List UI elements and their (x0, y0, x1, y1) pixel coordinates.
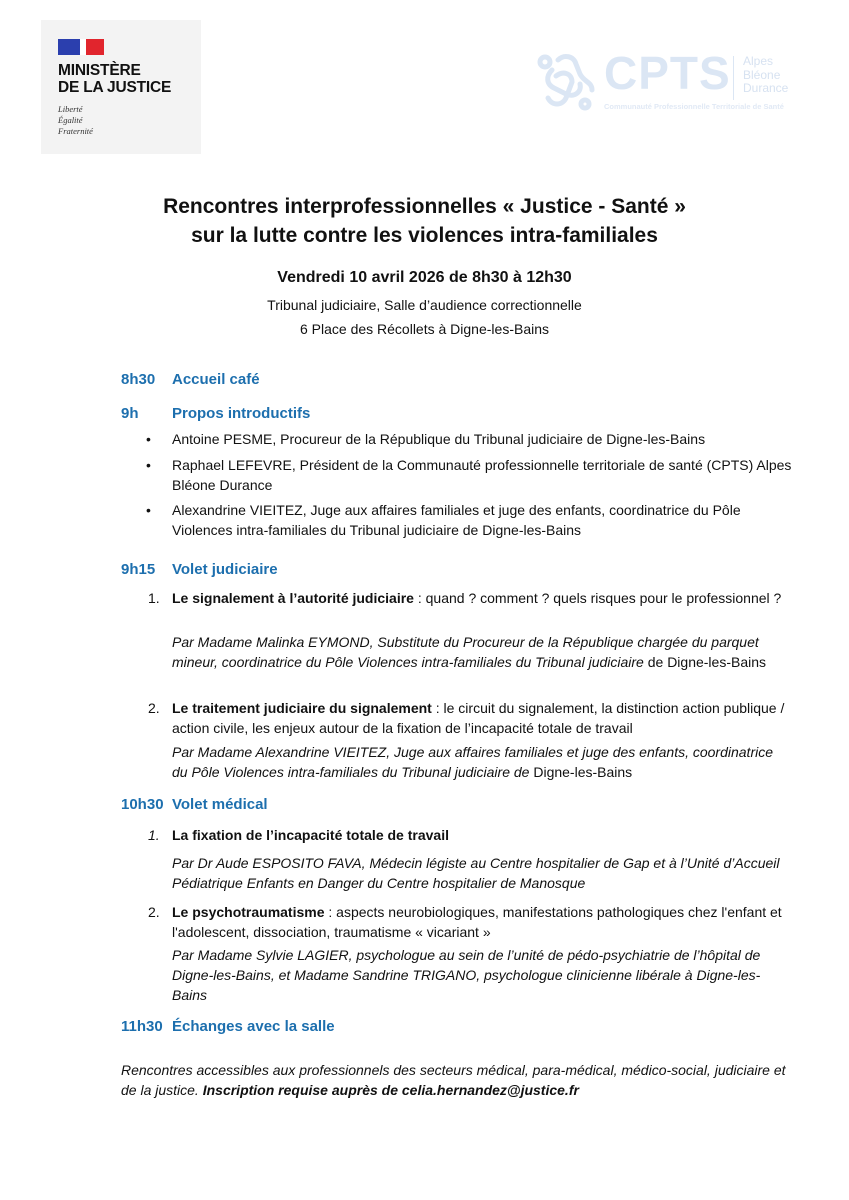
registration-contact: Inscription requise auprès de celia.hernandez@justice.fr (202, 1082, 579, 1098)
program-slot-medical (121, 795, 268, 814)
slot-time: 9h15 (121, 561, 156, 578)
bullet-icon: • (146, 502, 151, 518)
bullet-icon: • (146, 431, 151, 447)
item-number: 1. (148, 827, 160, 843)
talk-item (148, 825, 792, 845)
marianne-flag-icon (58, 39, 104, 55)
slot-label: Échanges avec la salle (172, 1018, 335, 1035)
event-date: Vendredi 10 avril 2026 de 8h30 à 12h30 (277, 269, 572, 286)
cpts-tagline: Communauté Professionnelle Territoriale de Santé (604, 102, 784, 111)
item-number: 2. (148, 700, 160, 716)
item-number: 1. (148, 590, 160, 606)
talk-description: : le circuit du signalement, la distinction action publique / action civile, les enjeux autour de la fixation de l’incapacité totale de travail (172, 700, 785, 736)
item-number: 2. (148, 904, 160, 920)
talk-description: : quand ? comment ? quels risques pour le professionnel ? (413, 590, 782, 606)
slot-time: 9h (121, 405, 139, 422)
talk-speaker: Par Madame Alexandrine VIEITEZ, Juge aux affaires familiales et juge des enfants, coordinatrice du Pôle Violences intra-familiales du Tribunal judiciaire de Digne-les-Bains (172, 744, 774, 780)
slot-time: 8h30 (121, 371, 156, 388)
talk-title: Le signalement à l’autorité judiciaire (172, 590, 414, 606)
cpts-logo (536, 47, 806, 118)
cpts-divider (733, 56, 734, 100)
talk-description: : aspects neurobiologiques, manifestations pathologiques chez l'enfant et l'adolescent, dissociation, traumatisme « vicariant » (172, 904, 782, 940)
slot-label: Volet judiciaire (172, 561, 278, 578)
talk-speaker: Par Madame Sylvie LAGIER, psychologue au sein de l’unité de pédo-psychiatrie de l’hôpital de Digne-les-Bains, et Madame Sandrine TRIGANO, psychologue clinicienne libérale à Digne-les-Bains (172, 947, 761, 1003)
document-title: Rencontres interprofessionnelles « Justice - Santé » sur la lutte contre les violences intra-familiales (163, 195, 686, 247)
cpts-chain-icon (536, 52, 598, 114)
talk-item (148, 902, 792, 942)
event-venue: Tribunal judiciaire, Salle d’audience correctionnelle (267, 297, 582, 313)
cpts-acronym: CPTS (604, 47, 731, 99)
talk-speaker: Par Dr Aude ESPOSITO FAVA, Médecin légiste au Centre hospitalier de Gap et à l’Unité d’Accueil Pédiatrique Enfants en Danger du Centre hospitalier de Manosque (172, 855, 780, 891)
ministry-of-justice-logo (41, 20, 201, 154)
bullet-icon: • (146, 457, 151, 473)
talk-item (148, 588, 792, 608)
program-slot-welcome (121, 370, 260, 389)
ministry-name: MINISTÈRE DE LA JUSTICE (58, 62, 172, 96)
cpts-region: Alpes Bléone Durance (743, 54, 789, 95)
slot-label: Volet médical (172, 796, 268, 813)
program-slot-discussion (121, 1017, 335, 1036)
program-slot-judicial (121, 560, 278, 579)
registration-note: Rencontres accessibles aux professionnels des secteurs médical, para-médical, médico-social, judiciaire et de la justice. Inscription requise auprès de celia.hernandez@justice.fr (121, 1062, 786, 1098)
talk-title: Le traitement judiciaire du signalement (172, 700, 432, 716)
talk-item (148, 698, 792, 738)
event-address: 6 Place des Récollets à Digne-les-Bains (299, 321, 549, 337)
slot-time: 11h30 (121, 1018, 163, 1035)
talk-speaker: Par Madame Malinka EYMOND, Substitute du Procureur de la République chargée du parquet mineur, coordinatrice du Pôle Violences intra-familiales du Tribunal judiciaire de Digne-les-Bains (172, 634, 767, 670)
speaker-list-item: • Alexandrine VIEITEZ, Juge aux affaires familiales et juge des enfants, coordinatrice du Pôle Violences intra-familiales du Tribunal judiciaire de Digne-les-Bains (146, 502, 741, 538)
talk-title: La fixation de l’incapacité totale de travail (172, 827, 449, 843)
speaker-list-item: • Raphael LEFEVRE, Président de la Communauté professionnelle territoriale de santé (CPTS) Alpes Bléone Durance (146, 457, 792, 493)
republic-motto: Liberté Égalité Fraternité (58, 104, 93, 136)
slot-label: Propos introductifs (172, 405, 311, 422)
talk-title: Le psychotraumatisme (172, 904, 325, 920)
program-slot-intro (121, 404, 310, 423)
slot-time: 10h30 (121, 796, 164, 813)
speaker-list-item: • Antoine PESME, Procureur de la République du Tribunal judiciaire de Digne-les-Bains (146, 431, 706, 447)
slot-label: Accueil café (172, 371, 260, 388)
